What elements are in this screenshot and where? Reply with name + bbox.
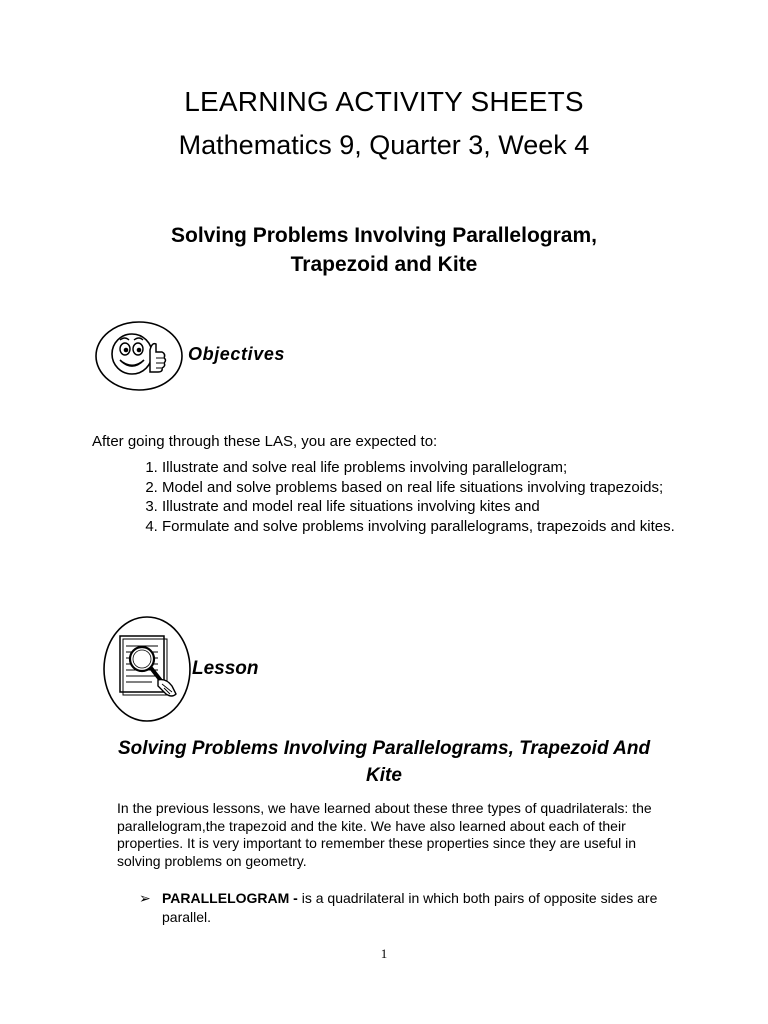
- topic-heading: [0, 221, 768, 279]
- lesson-label: Lesson: [192, 658, 259, 679]
- definition-term: PARALLELOGRAM -: [162, 890, 298, 906]
- sheet-subtitle: Mathematics 9, Quarter 3, Week 4: [178, 130, 590, 160]
- thumbs-up-smiley-icon: [94, 320, 184, 397]
- lesson-title: [0, 735, 768, 789]
- lesson-paragraph: In the previous lessons, we have learned about these three types of quadrilaterals: the parallelogram,the trapezoid and the kite. We have also learned about each of their properties. It is very important to remember these properties since they are useful in solving problems on geometry.: [117, 800, 652, 869]
- definition-body: is a quadrilateral in which both pairs of opposite sides are parallel.: [162, 890, 658, 925]
- topic-heading-line2: Trapezoid and Kite: [290, 253, 478, 276]
- lesson-title-line2: Kite: [366, 765, 402, 786]
- definition-text: [162, 889, 679, 927]
- objectives-list: [124, 458, 712, 536]
- sheet-title: LEARNING ACTIVITY SHEETS: [184, 86, 584, 117]
- list-item: 1. Illustrate and solve real life problems involving parallelogram;: [162, 458, 712, 478]
- magnifier-document-icon: [102, 614, 192, 729]
- arrow-bullet-icon: ➢: [139, 890, 151, 906]
- objectives-label: Objectives: [188, 344, 286, 364]
- definition-bullet: [139, 889, 679, 927]
- list-item: 2. Model and solve problems based on real life situations involving trapezoids;: [162, 478, 712, 498]
- objectives-intro: After going through these LAS, you are expected to:: [92, 433, 438, 450]
- list-item: 3. Illustrate and model real life situations involving kites and: [162, 497, 712, 517]
- page-number: 1: [380, 946, 388, 961]
- list-item: 4. Formulate and solve problems involving parallelograms, trapezoids and kites.: [162, 517, 712, 537]
- lesson-title-line1: Solving Problems Involving Parallelograms, Trapezoid And: [117, 738, 651, 759]
- topic-heading-line1: Solving Problems Involving Parallelogram,: [171, 224, 597, 247]
